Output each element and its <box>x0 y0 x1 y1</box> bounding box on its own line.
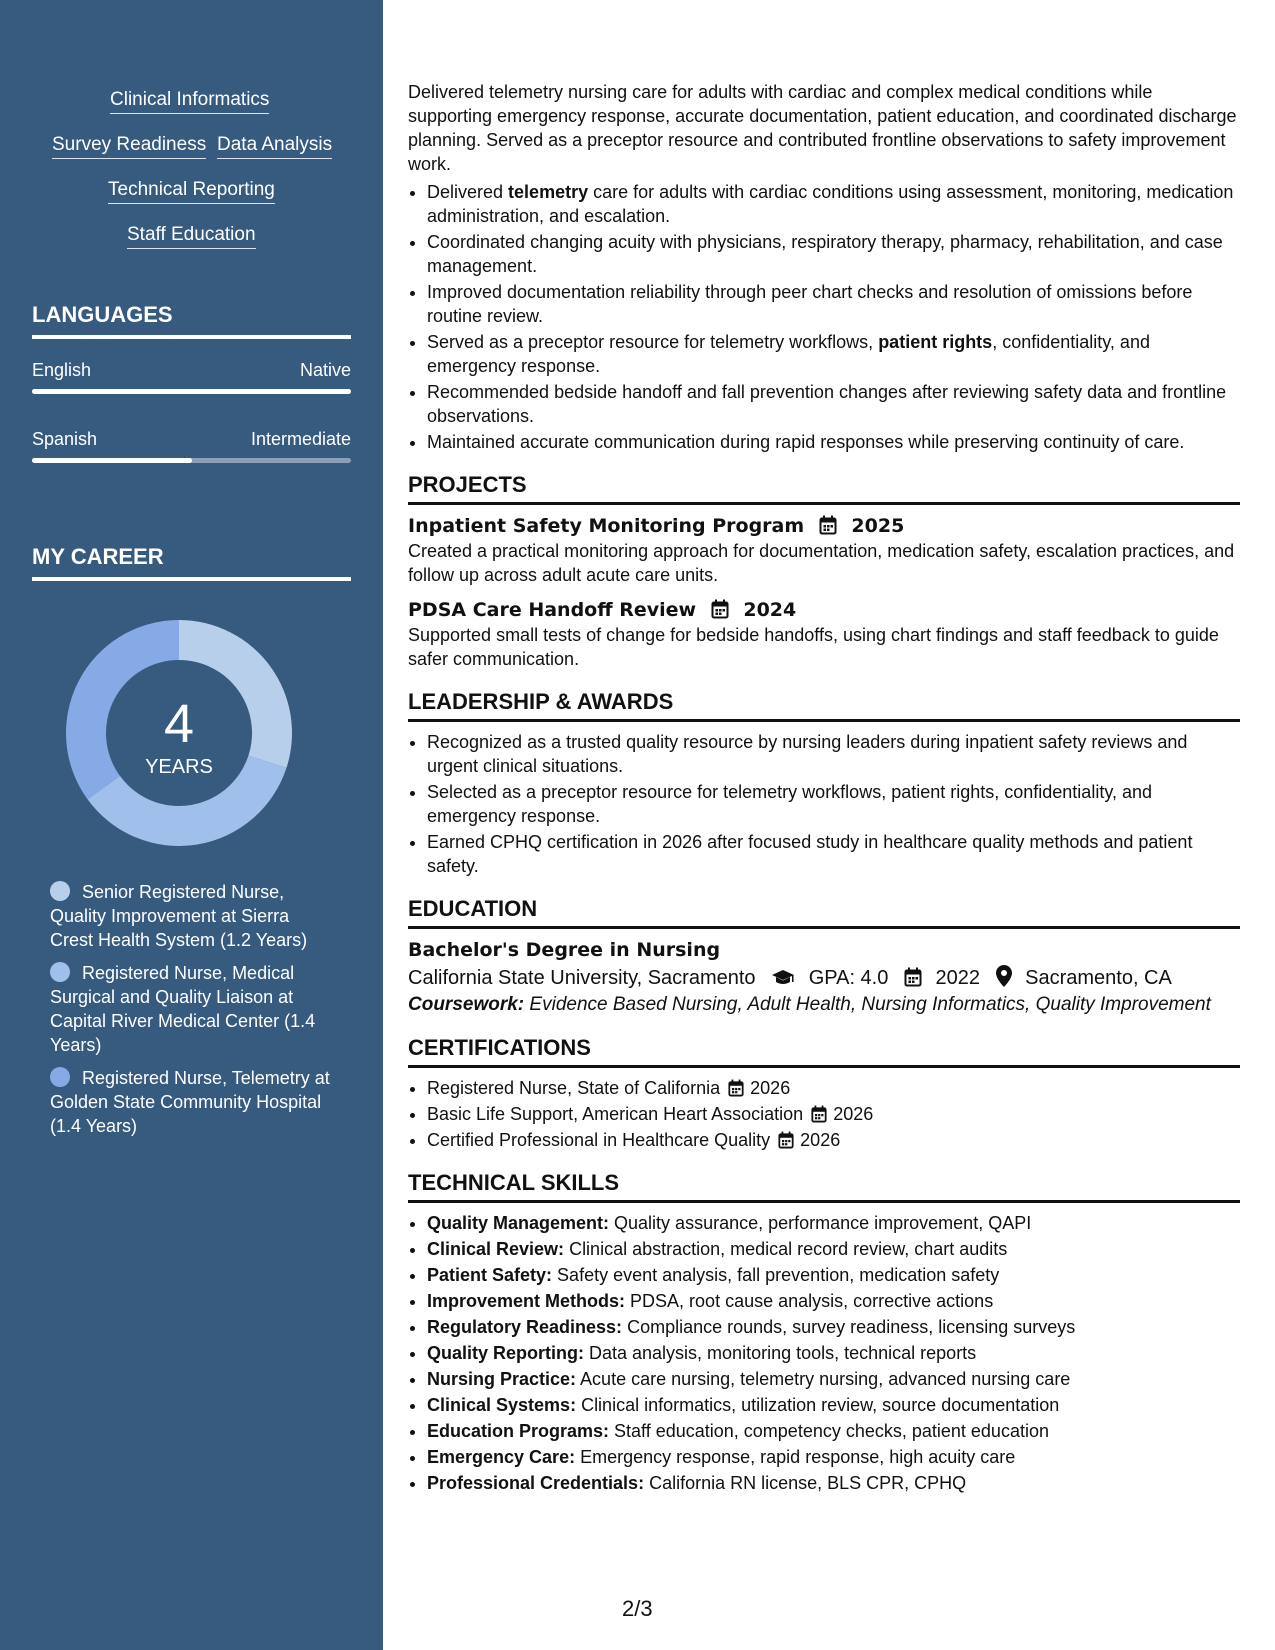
career-text: Registered Nurse, Medical Surgical and Quality Liaison at Capital River Medical Center (1.4 Years) <box>50 963 316 1055</box>
skill-tag: Clinical Informatics <box>110 89 269 114</box>
language-bar <box>32 389 351 394</box>
certification-item: • Registered Nurse, State of California 2026 <box>427 1076 1240 1100</box>
career-dot <box>50 1067 70 1087</box>
certification-item: • Certified Professional in Healthcare Quality 2026 <box>427 1128 1240 1152</box>
project-year: 2024 <box>743 599 797 621</box>
experience-bullets <box>408 180 1240 454</box>
language-level: Intermediate <box>250 429 351 449</box>
main-content <box>408 80 1240 1497</box>
projects-heading: PROJECTS <box>408 472 1240 505</box>
certification-year: 2026 <box>750 1078 791 1098</box>
sidebar <box>0 0 383 1650</box>
leadership-item: • Earned CPHQ certification in 2026 after focused study in healthcare quality methods and patient safety. <box>427 830 1240 878</box>
calendar-icon <box>778 1131 794 1149</box>
technical-skill-item: • Nursing Practice: Acute care nursing, telemetry nursing, advanced nursing care <box>427 1367 1240 1391</box>
calendar-icon <box>811 1105 827 1123</box>
project-year: 2025 <box>851 515 905 537</box>
technical-skill-item: • Professional Credentials: California RN license, BLS CPR, CPHQ <box>427 1471 1240 1495</box>
education-year: 2022 <box>935 967 980 989</box>
education-degree: Bachelor's Degree in Nursing <box>408 939 721 961</box>
career-item <box>50 880 330 952</box>
certification-year: 2026 <box>833 1104 874 1124</box>
experience-bullet: • Maintained accurate communication during rapid responses while preserving continuity of care. <box>427 430 1240 454</box>
technical-skill-item: • Patient Safety: Safety event analysis, fall prevention, medication safety <box>427 1263 1240 1287</box>
education-heading: EDUCATION <box>408 896 1240 929</box>
leadership-heading: LEADERSHIP & AWARDS <box>408 689 1240 722</box>
experience-bullet: • Served as a preceptor resource for telemetry workflows, patient rights, confidentiality, and emergency response. <box>427 330 1240 378</box>
career-total: 4 <box>163 694 195 754</box>
location-pin-icon <box>996 965 1012 987</box>
technical-skills-list <box>408 1211 1240 1495</box>
career-text: Registered Nurse, Telemetry at Golden State Community Hospital (1.4 Years) <box>50 1068 330 1136</box>
project-description: Supported small tests of change for bedside handoffs, using chart findings and staff feedback to guide safer communication. <box>408 625 1219 669</box>
career-item <box>50 1066 330 1138</box>
skill-tag: Staff Education <box>127 224 256 249</box>
experience-bullet: • Improved documentation reliability through peer chart checks and resolution of omissions before routine review. <box>427 280 1240 328</box>
education-location: Sacramento, CA <box>1025 967 1172 989</box>
graduation-cap-icon <box>771 969 795 987</box>
skill-tag: Technical Reporting <box>108 179 275 204</box>
technical-skill-item: • Quality Management: Quality assurance, performance improvement, QAPI <box>427 1211 1240 1235</box>
certifications-list <box>408 1076 1240 1152</box>
experience-bullet: • Recommended bedside handoff and fall prevention changes after reviewing safety data and frontline observations. <box>427 380 1240 428</box>
skill-tag: Survey Readiness <box>52 134 206 159</box>
technical-skill-item: • Quality Reporting: Data analysis, monitoring tools, technical reports <box>427 1341 1240 1365</box>
career-text: Senior Registered Nurse, Quality Improvement at Sierra Crest Health System (1.2 Years) <box>50 882 308 950</box>
technical-skill-item: • Clinical Review: Clinical abstraction, medical record review, chart audits <box>427 1237 1240 1261</box>
calendar-icon <box>728 1079 744 1097</box>
career-dot <box>50 881 70 901</box>
career-list <box>50 880 330 1147</box>
career-heading: MY CAREER <box>32 544 351 581</box>
leadership-item: • Recognized as a trusted quality resource by nursing leaders during inpatient safety reviews and urgent clinical situations. <box>427 730 1240 778</box>
leadership-item: • Selected as a preceptor resource for telemetry workflows, patient rights, confidentiality, and emergency response. <box>427 780 1240 828</box>
education-details <box>408 963 1240 993</box>
technical-skills-heading: TECHNICAL SKILLS <box>408 1170 1240 1203</box>
language-bar-fill <box>32 389 351 394</box>
experience-bullet: • Delivered telemetry care for adults with cardiac conditions using assessment, monitoring, medication administration, and escalation. <box>427 180 1240 228</box>
education-gpa: GPA: 4.0 <box>808 967 889 989</box>
language-bar <box>32 458 351 463</box>
experience-bullet: • Coordinated changing acuity with physicians, respiratory therapy, pharmacy, rehabilitation, and case management. <box>427 230 1240 278</box>
career-dot <box>50 962 70 982</box>
calendar-icon <box>711 599 729 619</box>
language-bar-fill <box>32 458 192 463</box>
experience-summary: Delivered telemetry nursing care for adults with cardiac and complex medical conditions while supporting emergency response, accurate documentation, patient education, and coordinated discharge planning. Served as a preceptor resource and contributed frontline observations to safety improvement work. <box>408 82 1237 174</box>
technical-skill-item: • Clinical Systems: Clinical informatics, utilization review, source documentation <box>427 1393 1240 1417</box>
technical-skill-item: • Improvement Methods: PDSA, root cause analysis, corrective actions <box>427 1289 1240 1313</box>
certification-year: 2026 <box>800 1130 841 1150</box>
language-name: English <box>32 360 92 380</box>
career-donut-chart <box>66 620 292 846</box>
technical-skill-item: • Education Programs: Staff education, competency checks, patient education <box>427 1419 1240 1443</box>
project-title: Inpatient Safety Monitoring Program 2025 <box>408 515 905 537</box>
technical-skill-item: • Emergency Care: Emergency response, rapid response, high acuity care <box>427 1445 1240 1469</box>
leadership-list <box>408 730 1240 878</box>
skill-tag: Data Analysis <box>217 134 332 159</box>
career-item <box>50 961 330 1057</box>
calendar-icon <box>904 967 922 987</box>
technical-skill-item: • Regulatory Readiness: Compliance rounds, survey readiness, licensing surveys <box>427 1315 1240 1339</box>
language-level: Native <box>299 360 351 380</box>
education-coursework: Coursework: Evidence Based Nursing, Adult Health, Nursing Informatics, Quality Improvement <box>408 994 1211 1015</box>
languages-heading: LANGUAGES <box>32 302 351 339</box>
career-unit: YEARS <box>145 756 213 778</box>
education-school: California State University, Sacramento <box>408 967 756 989</box>
language-name: Spanish <box>32 429 98 449</box>
page-number: 2/3 <box>622 1596 653 1621</box>
career-donut-segment <box>179 620 292 768</box>
certifications-heading: CERTIFICATIONS <box>408 1035 1240 1068</box>
project-title: PDSA Care Handoff Review 2024 <box>408 599 797 621</box>
project-description: Created a practical monitoring approach for documentation, medication safety, escalation practices, and follow up across adult acute care units. <box>408 541 1235 585</box>
certification-item: • Basic Life Support, American Heart Association 2026 <box>427 1102 1240 1126</box>
calendar-icon <box>819 515 837 535</box>
